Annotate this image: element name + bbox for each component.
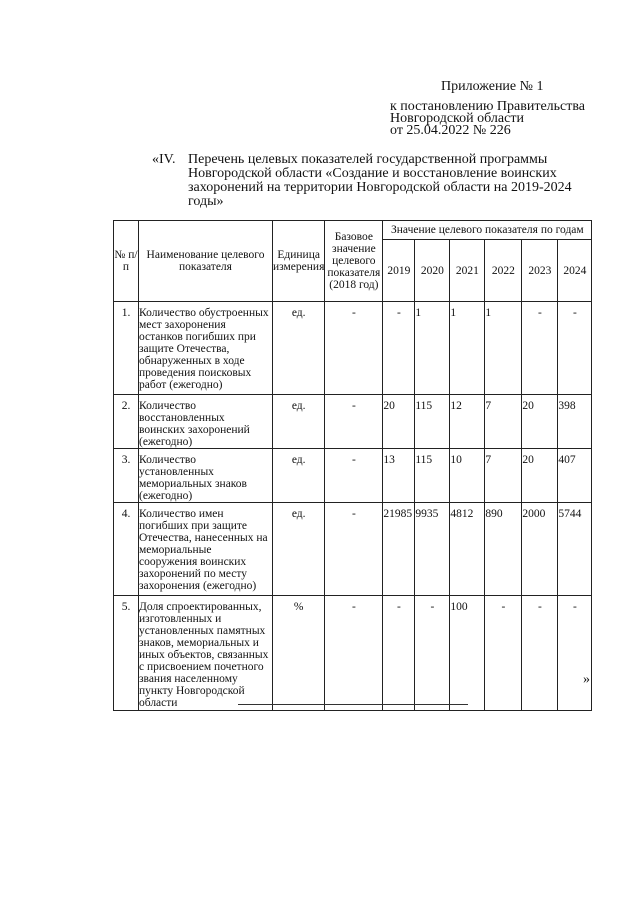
row-value: 1: [450, 302, 485, 395]
row-value: 10: [450, 449, 485, 503]
indicators-table: [113, 220, 592, 711]
row-unit: ед.: [273, 449, 325, 503]
row-num: 1.: [114, 302, 139, 395]
row-value: 12: [450, 395, 485, 449]
header-year: 2020: [415, 240, 450, 302]
row-value: 20: [522, 449, 558, 503]
table-row: [114, 503, 592, 596]
row-num: 2.: [114, 395, 139, 449]
row-name: Количество обустроенных мест захоронения останков погибших при защите Отечества, обнаруженных в ходе проведения поисковых работ (ежегодно): [139, 302, 273, 395]
row-value: 407: [558, 449, 592, 503]
header-year: 2024: [558, 240, 592, 302]
row-value: -: [383, 596, 415, 711]
header-year: 2021: [450, 240, 485, 302]
row-value: 5744: [558, 503, 592, 596]
row-value: 4812: [450, 503, 485, 596]
row-name: Количество установленных мемориальных знаков (ежегодно): [139, 449, 273, 503]
header-year: 2022: [485, 240, 522, 302]
row-base: -: [325, 503, 383, 596]
header-year: 2019: [383, 240, 415, 302]
resolution-date: от 25.04.2022 № 226: [390, 123, 511, 138]
row-unit: ед.: [273, 395, 325, 449]
section-number: «IV.: [152, 152, 176, 167]
row-value: -: [383, 302, 415, 395]
row-base: -: [325, 302, 383, 395]
separator-line: [238, 704, 468, 705]
appendix-label: Приложение № 1: [441, 79, 544, 94]
row-name: Количество имен погибших при защите Отечества, нанесенных на мемориальные сооружения воинских захоронений по месту захоронения (ежегодно): [139, 503, 273, 596]
header-base: Базовое значение целевого показателя (2018 год): [325, 221, 383, 302]
row-base: -: [325, 449, 383, 503]
row-value: 115: [415, 395, 450, 449]
row-num: 3.: [114, 449, 139, 503]
row-value: -: [522, 302, 558, 395]
table-row: [114, 302, 592, 395]
row-value: 21985: [383, 503, 415, 596]
row-unit: ед.: [273, 302, 325, 395]
row-value: 398: [558, 395, 592, 449]
header-year: 2023: [522, 240, 558, 302]
row-value: 1: [415, 302, 450, 395]
row-value: 9935: [415, 503, 450, 596]
row-value: 13: [383, 449, 415, 503]
row-value: -: [415, 596, 450, 711]
row-value: 7: [485, 449, 522, 503]
table-row: [114, 596, 592, 711]
row-value: -: [558, 302, 592, 395]
row-unit: ед.: [273, 503, 325, 596]
section-title: [152, 153, 592, 209]
header-unit: Единица измерения: [273, 221, 325, 302]
table-row: [114, 395, 592, 449]
table-row: [114, 449, 592, 503]
row-name: Количество восстановленных воинских захоронений (ежегодно): [139, 395, 273, 449]
row-value: 7: [485, 395, 522, 449]
row-value: 20: [383, 395, 415, 449]
row-value: 2000: [522, 503, 558, 596]
row-value: 890: [485, 503, 522, 596]
row-value: -: [558, 596, 592, 711]
row-value: 100: [450, 596, 485, 711]
header-years-group: Значение целевого показателя по годам: [383, 221, 592, 240]
closing-quote: »: [583, 672, 590, 687]
resolution-line-1: к постановлению Правительства: [390, 99, 586, 114]
row-value: -: [485, 596, 522, 711]
row-name: Доля спроектированных, изготовленных и установленных памятных знаков, мемориальных и иных объектов, связанных с присвоением почетного звания населенному пункту Новгородской области: [139, 596, 273, 711]
row-num: 4.: [114, 503, 139, 596]
header-name: Наименование целевого показателя: [139, 221, 273, 302]
row-value: 115: [415, 449, 450, 503]
row-value: 20: [522, 395, 558, 449]
row-value: 1: [485, 302, 522, 395]
row-value: -: [522, 596, 558, 711]
row-num: 5.: [114, 596, 139, 711]
row-base: -: [325, 395, 383, 449]
resolution-line-2: Новгородской области: [390, 111, 524, 126]
row-unit: %: [273, 596, 325, 711]
row-base: -: [325, 596, 383, 711]
section-title-text: Перечень целевых показателей государственной программы Новгородской области «Создание и восстановление воинских захоронений на территории Новгородской области на 2019-2024 годы»: [188, 152, 572, 209]
header-num: № п/п: [114, 221, 139, 302]
